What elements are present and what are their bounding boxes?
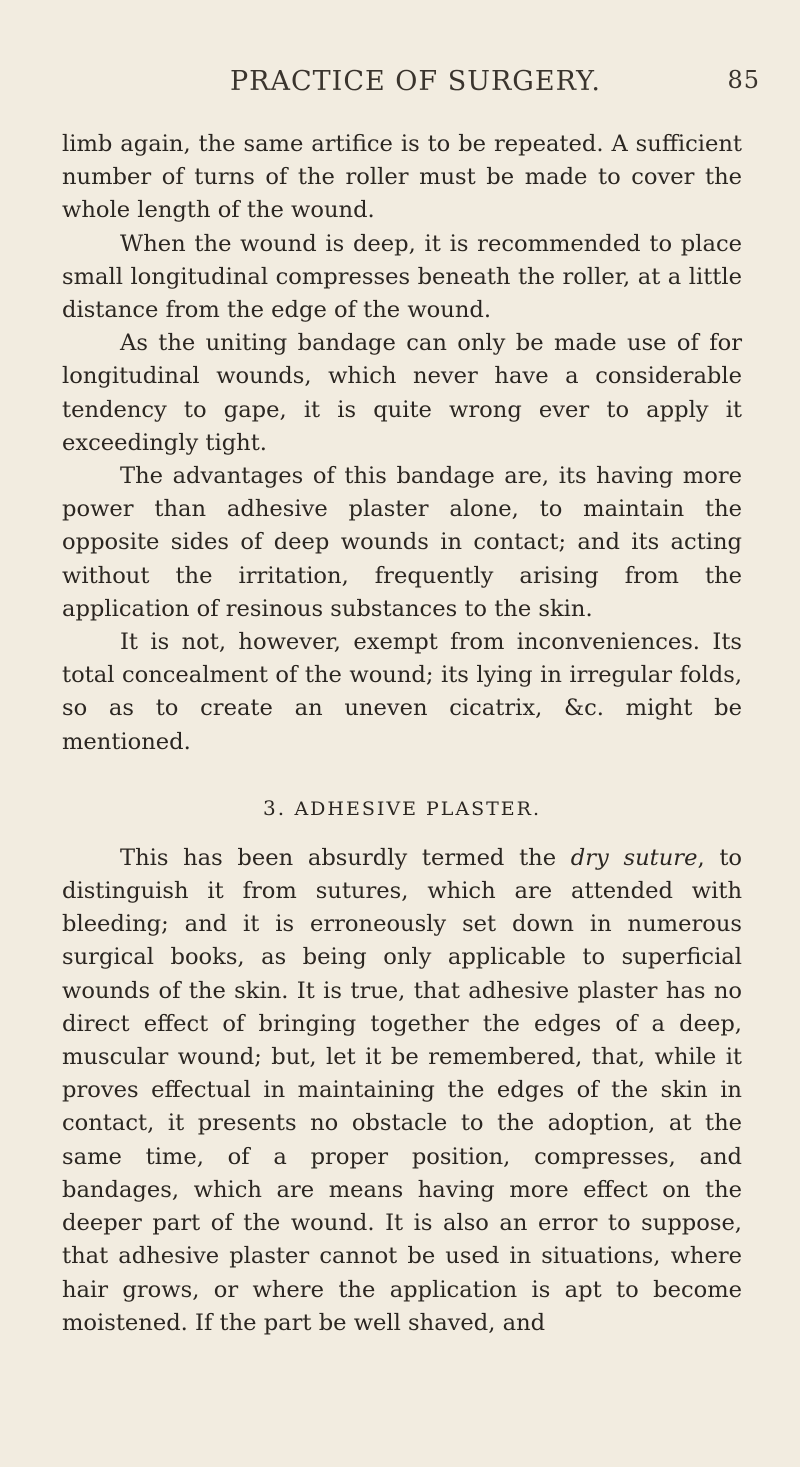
paragraph-advantages: The advantages of this bandage are, its having more power than adhesive plaster alone, to maintain the opposite sides of deep wounds in contact; and its acting without the irritation, frequently arising from the application of resinous substances to the skin. (62, 463, 742, 622)
paragraph-uniting-bandage: As the uniting bandage can only be made use of for longitudinal wounds, which never have a considerable tendency to gape, it is quite wrong ever to apply it exceedingly tight. (62, 330, 742, 456)
italic-term: dry suture (570, 844, 698, 871)
paragraph-inconveniences: It is not, however, exempt from inconveniences. Its total concealment of the wound; its lying in irregular folds, so as to create an uneven cicatrix, &c. might be mentioned. (62, 629, 742, 755)
text-before-italic: This has been absurdly termed the (120, 844, 571, 871)
body-text (62, 128, 742, 1340)
section-heading (62, 793, 742, 824)
section-title: ADHESIVE PLASTER. (294, 797, 542, 820)
page-number: 85 (727, 66, 760, 94)
running-head (230, 66, 760, 97)
page-header-title: PRACTICE OF SURGERY. (230, 66, 602, 97)
paragraph-deep-wound: When the wound is deep, it is recommended to place small longitudinal compresses beneath the roller, at a little distance from the edge of the wound. (62, 230, 742, 324)
paragraph-adhesive-plaster (62, 842, 742, 1340)
text-after-italic: , to distinguish it from sutures, which are attended with bleeding; and it is erroneously set down in numerous surgical books, as being only applicable to superficial wounds of the skin. It is true, that adhesive plaster has no direct effect of bringing together the edges of a deep, muscular wound; but, let it be remembered, that, while it proves effectual in maintaining the edges of the skin in contact, it presents no obstacle to the adoption, at the same time, of a proper position, compresses, and bandages, which are means having more effect on the deeper part of the wound. It is also an error to suppose, that adhesive plaster cannot be used in situations, where hair grows, or where the application is apt to become moistened. If the part be well shaved, and (62, 844, 743, 1336)
section-number: 3. (262, 795, 287, 820)
paragraph-continuation: limb again, the same artifice is to be repeated. A sufficient number of turns of the roller must be made to cover the whole length of the wound. (62, 131, 742, 224)
